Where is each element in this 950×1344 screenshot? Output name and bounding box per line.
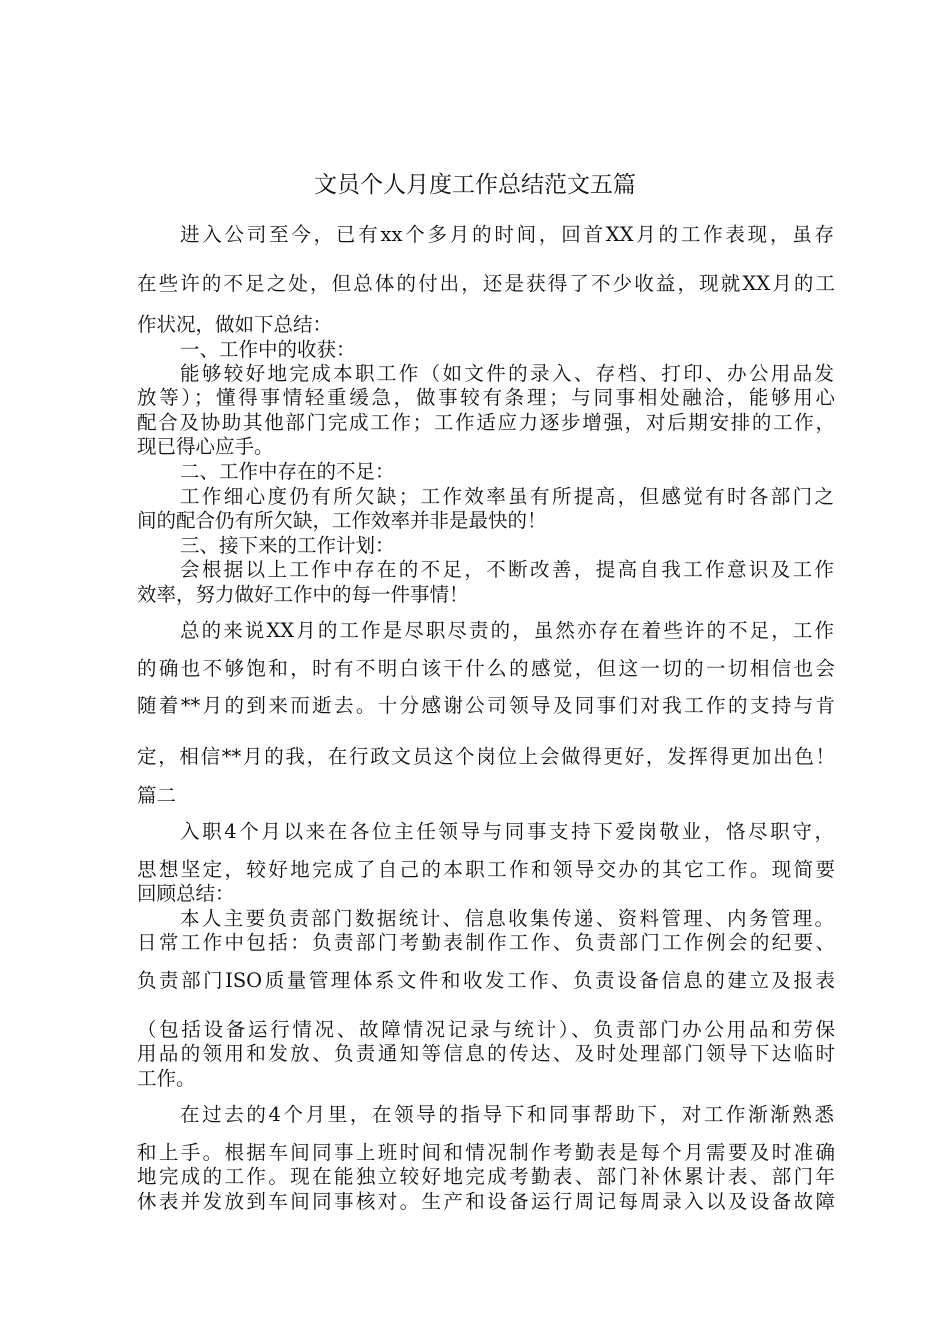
text-line: 用品的领用和发放、负责通知等信息的传达、及时处理部门领导下达临时: [137, 1042, 835, 1065]
text-line: 进入公司至今，已有xx个多月的时间，回首XX月的工作表现，虽存: [180, 223, 834, 246]
text-line: 的确也不够饱和，时有不明白该干什么的感觉，但这一切的一切相信也会: [137, 657, 835, 680]
section-heading: 三、接下来的工作计划：: [180, 534, 395, 557]
text-line: 会根据以上工作中存在的不足，不断改善，提高自我工作意识及工作: [180, 558, 834, 581]
text-line: 随着**月的到来而逝去。十分感谢公司领导及同事们对我工作的支持与肯: [137, 694, 835, 717]
text-line: 在过去的4个月里，在领导的指导下和同事帮助下，对工作渐渐熟悉: [180, 1103, 834, 1126]
text-line: 作状况，做如下总结：: [137, 313, 333, 336]
text-line: 本人主要负责部门数据统计、信息收集传递、资料管理、内务管理。: [180, 907, 834, 930]
text-line: 能够较好地完成本职工作（如文件的录入、存档、打印、办公用品发: [180, 362, 834, 385]
text-line: 日常工作中包括：负责部门考勤表制作工作、负责部门工作例会的纪要、: [137, 931, 835, 954]
text-line: 入职4个月以来在各位主任领导与同事支持下爱岗敬业，恪尽职守，: [180, 820, 834, 843]
text-line: 间的配合仍有所欠缺，工作效率并非是最快的！: [137, 509, 547, 532]
text-line: 思想坚定，较好地完成了自己的本职工作和领导交办的其它工作。现简要: [137, 858, 835, 881]
section-heading: 二、工作中存在的不足：: [180, 460, 395, 483]
text-line: 总的来说XX月的工作是尽职尽责的，虽然亦存在着些许的不足，工作: [180, 619, 834, 642]
text-line: 效率，努力做好工作中的每一件事情！: [137, 583, 469, 606]
text-line: 和上手。根据车间同事上班时间和情况制作考勤表是每个月需要及时准确: [137, 1141, 835, 1164]
text-line: 放等）；懂得事情轻重缓急，做事较有条理；与同事相处融洽，能够用心: [137, 386, 835, 409]
section-heading: 一、工作中的收获：: [180, 338, 356, 361]
text-line: 回顾总结：: [137, 882, 235, 905]
text-line: 现已得心应手。: [137, 435, 274, 458]
text-line: 定，相信**月的我，在行政文员这个岗位上会做得更好，发挥得更加出色！: [137, 745, 835, 768]
text-line: （包括设备运行情况、故障情况记录与统计）、负责部门办公用品和劳保: [137, 1018, 835, 1041]
text-line: 工作。: [137, 1067, 196, 1090]
text-line: 负责部门ISO质量管理体系文件和收发工作、负责设备信息的建立及报表: [137, 969, 835, 992]
text-line: 工作细心度仍有所欠缺；工作效率虽有所提高，但感觉有时各部门之: [180, 485, 834, 508]
text-line: 休表并发放到车间同事核对。生产和设备运行周记每周录入以及设备故障: [137, 1190, 835, 1213]
section-heading: 篇二: [137, 784, 177, 807]
text-line: 地完成的工作。现在能独立较好地完成考勤表、部门补休累计表、部门年: [137, 1165, 835, 1188]
text-line: 配合及协助其他部门完成工作；工作适应力逐步增强，对后期安排的工作，: [137, 411, 835, 434]
text-line: 在些许的不足之处，但总体的付出，还是获得了不少收益，现就XX月的工: [137, 272, 835, 295]
document-title: 文员个人月度工作总结范文五篇: [314, 172, 636, 198]
